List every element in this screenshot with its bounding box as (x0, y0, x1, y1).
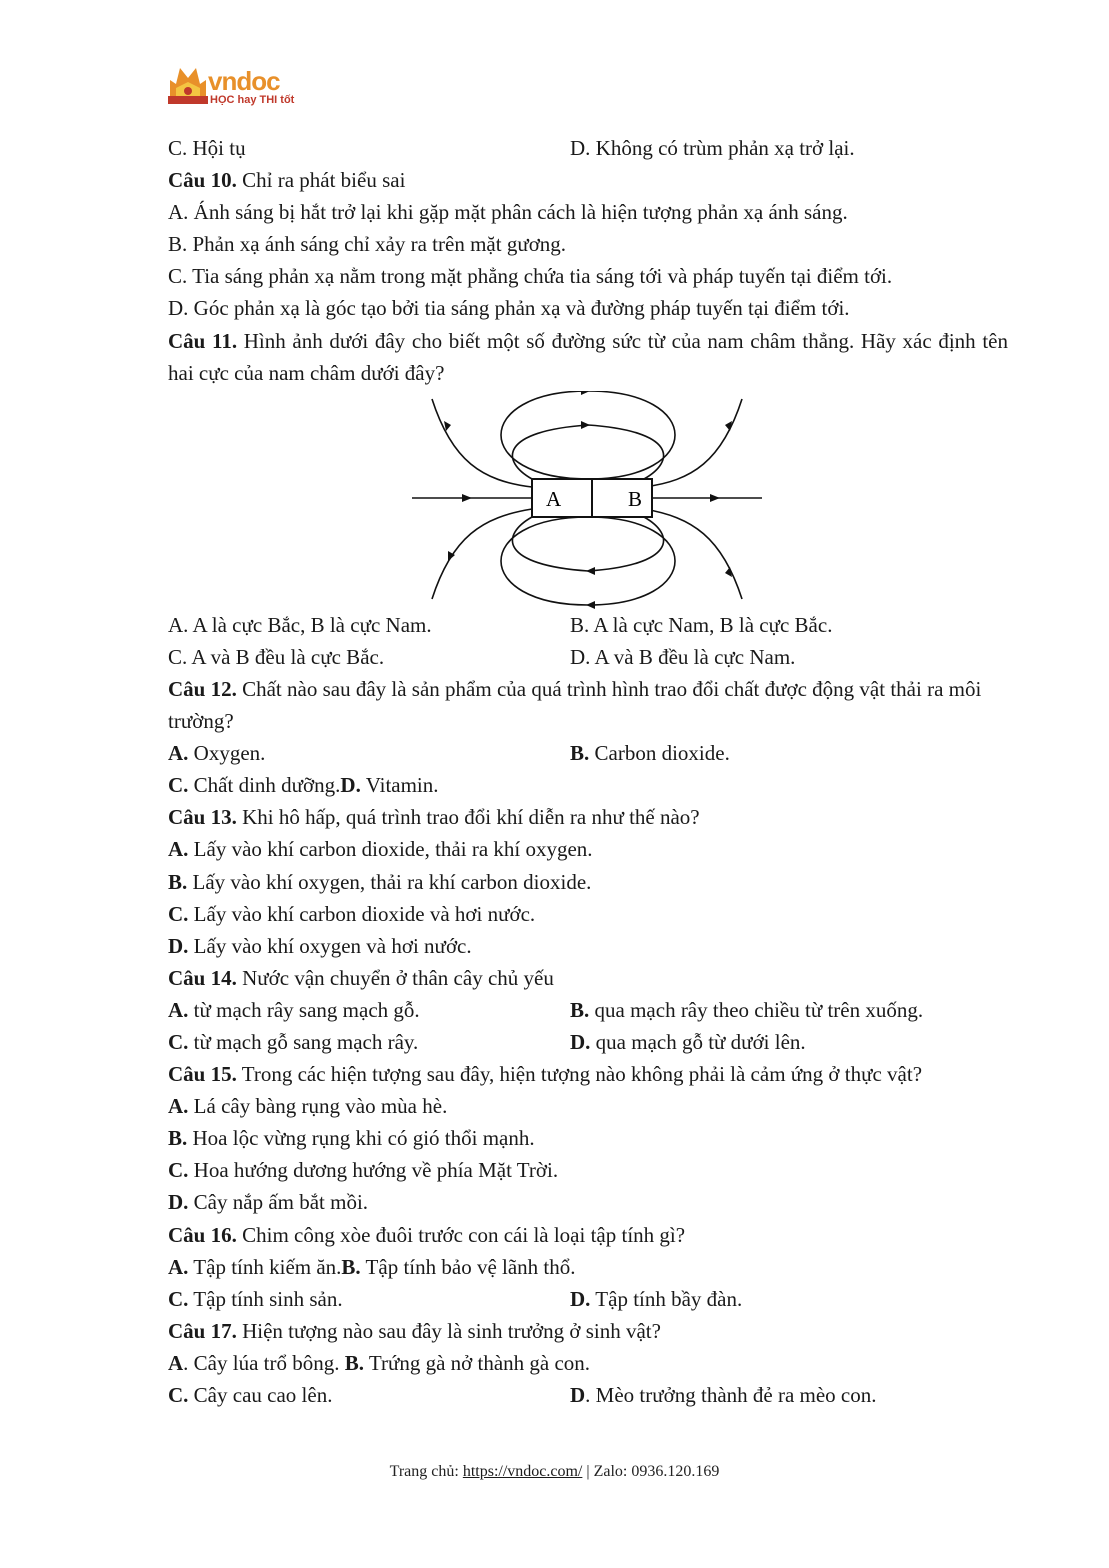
q17-option-d: D. Mèo trưởng thành đẻ ra mèo con. (570, 1383, 877, 1407)
q13-text: Khi hô hấp, quá trình trao đổi khí diễn ra như thế nào? (236, 805, 700, 830)
vndoc-logo[interactable] (166, 62, 306, 114)
q15-text: Trong các hiện tượng sau đây, hiện tượng nào không phải là cảm ứng ở thực vật? (236, 1062, 923, 1087)
q12-option-d: D. Vitamin. (340, 773, 439, 798)
q12-options-row-1 (168, 737, 1008, 769)
q16-text: Chim công xòe đuôi trước con cái là loại tập tính gì? (236, 1222, 686, 1247)
footer-home-link[interactable]: https://vndoc.com/ (462, 1463, 583, 1480)
q17-text: Hiện tượng nào sau đây là sinh trưởng ở sinh vật? (236, 1318, 661, 1343)
q17-options-row-2 (168, 1379, 1008, 1411)
q12-options-row-2 (168, 769, 1008, 801)
q14-option-d: D. qua mạch gỗ từ dưới lên. (570, 1029, 806, 1054)
q14-text: Nước vận chuyển ở thân cây chủ yếu (236, 965, 554, 990)
page-footer (0, 1463, 1109, 1481)
q17-option-c: C. Cây cau cao lên. (168, 1383, 333, 1407)
q16-options-row-2 (168, 1283, 1008, 1315)
q17-option-b: B. Trứng gà nở thành gà con. (344, 1350, 591, 1375)
q15-option-b: B. Hoa lộc vừng rụng khi có gió thổi mạnh. (168, 1126, 535, 1151)
q14-option-b: B. qua mạch rây theo chiều từ trên xuống. (570, 997, 924, 1022)
q11-label: Câu 11. (168, 328, 238, 353)
q10-stem (168, 164, 1008, 196)
q10-text: Chỉ ra phát biểu sai (236, 168, 406, 193)
q14-label: Câu 14. (168, 965, 237, 990)
q12-text: Chất nào sau đây là sản phẩm của quá trình hình trao đổi chất được động vật thải ra môi trường? (168, 676, 982, 734)
q13-option-d: D. Lấy vào khí oxygen và hơi nước. (168, 933, 472, 958)
q13-option-b: B. Lấy vào khí oxygen, thải ra khí carbon dioxide. (168, 869, 592, 894)
q10-option-a: A. Ánh sáng bị hắt trở lại khi gặp mặt phân cách là hiện tượng phản xạ ánh sáng. (168, 200, 848, 225)
q17-option-a: A. Cây lúa trổ bông. (168, 1350, 340, 1375)
q14-options-row-2 (168, 1026, 1008, 1058)
q11-option-c: C. A và B đều là cực Bắc. (168, 644, 385, 669)
footer-zalo: | Zalo: 0936.120.169 (582, 1463, 720, 1480)
q11-options-row-2 (168, 641, 1008, 673)
q10-option-b: B. Phản xạ ánh sáng chỉ xảy ra trên mặt gương. (168, 232, 567, 257)
magnet-pole-b: B (628, 486, 643, 511)
q14-options-row-1 (168, 994, 1008, 1026)
footer-prefix: Trang chủ: (389, 1463, 463, 1480)
magnet-pole-a: A (546, 486, 562, 511)
q16-stem (168, 1219, 1008, 1251)
q14-stem (168, 962, 1008, 994)
q13-stem (168, 801, 1008, 833)
q16-label: Câu 16. (168, 1222, 237, 1247)
q12-option-a: A. Oxygen. (168, 741, 266, 766)
q17-label: Câu 17. (168, 1318, 237, 1343)
q12-label: Câu 12. (168, 676, 237, 701)
q15-option-a: A. Lá cây bàng rụng vào mùa hè. (168, 1094, 448, 1119)
q17-stem (168, 1315, 1008, 1347)
q15-label: Câu 15. (168, 1062, 237, 1087)
q11-text: Hình ảnh dưới đây cho biết một số đường sức từ của nam châm thẳng. Hãy xác định tên hai cực của nam châm dưới đây? (168, 328, 1008, 385)
q13-label: Câu 13. (168, 805, 237, 830)
q11-option-a: A. A là cực Bắc, B là cực Nam. (168, 612, 432, 637)
q10-label: Câu 10. (168, 168, 237, 193)
q16-option-d: D. Tập tính bầy đàn. (570, 1286, 743, 1311)
q12-option-b: B. Carbon dioxide. (570, 741, 730, 766)
magnet-field-figure (168, 391, 1008, 609)
q11-stem (168, 325, 1008, 389)
q15-option-c: C. Hoa hướng dương hướng về phía Mặt Trời. (168, 1158, 559, 1183)
logo-tagline: HỌC hay THI tốt (210, 94, 295, 106)
q16-option-a: A. Tập tính kiếm ăn. (168, 1254, 342, 1279)
q14-option-c: C. từ mạch gỗ sang mạch rây. (168, 1029, 419, 1054)
q12-stem (168, 673, 1008, 737)
q12-option-c: C. Chất dinh dưỡng. (168, 773, 341, 798)
q15-stem (168, 1058, 1008, 1090)
q13-option-c: C. Lấy vào khí carbon dioxide và hơi nước. (168, 901, 536, 926)
question-content (168, 132, 1008, 1411)
q10-option-c: C. Tia sáng phản xạ nằm trong mặt phẳng chứa tia sáng tới và pháp tuyến tại điểm tới. (168, 264, 893, 289)
q9-options-row (168, 132, 1008, 164)
q16-options-row-1 (168, 1251, 1008, 1283)
logo-wordmark: vndoc (208, 66, 280, 96)
q16-option-b: B. Tập tính bảo vệ lãnh thổ. (341, 1254, 576, 1279)
q9-option-d: D. Không có trùm phản xạ trở lại. (570, 136, 855, 160)
q16-option-c: C. Tập tính sinh sản. (168, 1286, 343, 1311)
q11-options-row-1 (168, 609, 1008, 641)
q10-option-d: D. Góc phản xạ là góc tạo bởi tia sáng phản xạ và đường pháp tuyến tại điểm tới. (168, 296, 850, 321)
q17-options-row-1 (168, 1347, 1008, 1379)
bar-magnet-diagram (412, 391, 764, 609)
q11-option-b: B. A là cực Nam, B là cực Bắc. (570, 612, 833, 637)
q14-option-a: A. từ mạch rây sang mạch gỗ. (168, 997, 420, 1022)
q11-option-d: D. A và B đều là cực Nam. (570, 644, 796, 669)
castle-icon (166, 62, 210, 108)
q9-option-c: C. Hội tụ (168, 136, 246, 160)
q15-option-d: D. Cây nắp ấm bắt mồi. (168, 1190, 369, 1215)
q13-option-a: A. Lấy vào khí carbon dioxide, thải ra khí oxygen. (168, 837, 593, 862)
